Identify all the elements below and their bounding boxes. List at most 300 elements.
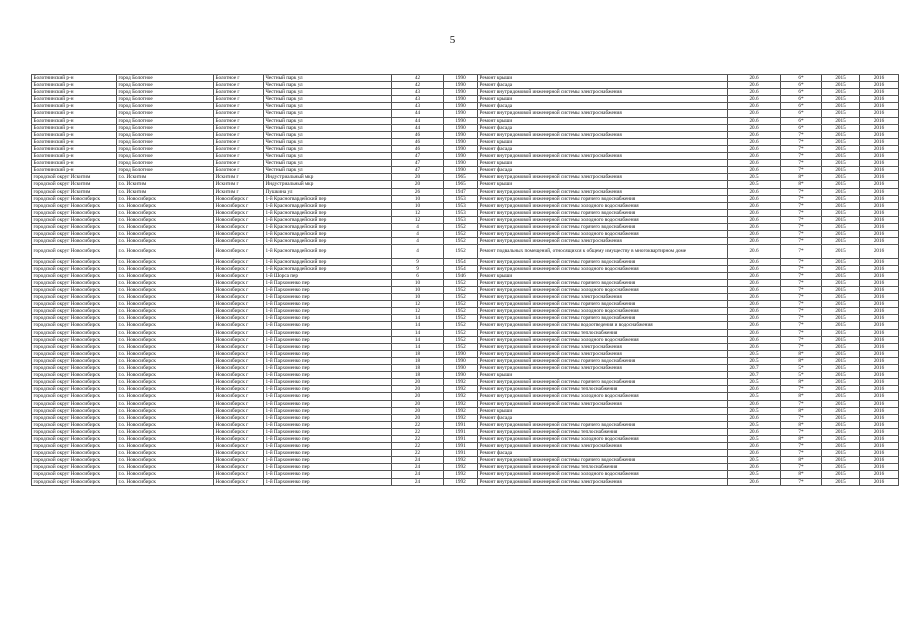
cell-tariff: 20.5 <box>728 393 781 400</box>
cell-year-start: 2015 <box>822 145 860 152</box>
cell-year-end: 2016 <box>860 103 899 110</box>
cell-tariff: 20.5 <box>728 407 781 414</box>
cell-house-number: 12 <box>392 301 444 308</box>
cell-year-start: 2015 <box>822 464 860 471</box>
cell-street: 1-й Красногвардейский пер <box>264 202 392 209</box>
cell-district: городской округ Новосибирск <box>32 308 117 315</box>
table-row <box>32 96 899 103</box>
cell-priority: 5* <box>781 372 822 379</box>
cell-work-type: Ремонт внутридомовой инженерной системы холодного водоснабжения <box>478 435 728 442</box>
cell-district: городской округ Новосибирск <box>32 265 117 272</box>
cell-tariff: 20.6 <box>728 301 781 308</box>
cell-year-built: 1990 <box>444 167 478 174</box>
cell-tariff: 20.6 <box>728 443 781 450</box>
cell-house-number: 12 <box>392 308 444 315</box>
cell-house-number: 18 <box>392 357 444 364</box>
cell-tariff: 20.6 <box>728 138 781 145</box>
cell-settlement: Болотное г <box>214 153 264 160</box>
cell-municipality: г.о. Новосибирск <box>117 400 214 407</box>
cell-year-end: 2016 <box>860 365 899 372</box>
cell-year-built: 1990 <box>444 82 478 89</box>
cell-year-end: 2016 <box>860 357 899 364</box>
cell-year-built: 1990 <box>444 145 478 152</box>
cell-work-type: Ремонт внутридомовой инженерной системы холодного водоснабжения <box>478 202 728 209</box>
cell-work-type: Ремонт внутридомовой инженерной системы холодного водоснабжения <box>478 216 728 223</box>
cell-district: городской округ Новосибирск <box>32 478 117 485</box>
cell-district: городской округ Искитим <box>32 188 117 195</box>
table-row <box>32 265 899 272</box>
table-row <box>32 103 899 110</box>
table-row <box>32 131 899 138</box>
cell-tariff: 20.6 <box>728 308 781 315</box>
cell-tariff: 20.6 <box>728 117 781 124</box>
cell-municipality: г.о. Новосибирск <box>117 421 214 428</box>
cell-street: Честный парк ул <box>264 117 392 124</box>
cell-municipality: г.о. Новосибирск <box>117 471 214 478</box>
cell-work-type: Ремонт внутридомовой инженерной системы электроснабжения <box>478 131 728 138</box>
cell-year-start: 2015 <box>822 393 860 400</box>
cell-house-number: 46 <box>392 131 444 138</box>
cell-priority: 7* <box>781 294 822 301</box>
cell-year-built: 1992 <box>444 457 478 464</box>
cell-settlement: Новосибирск г <box>214 365 264 372</box>
cell-year-start: 2015 <box>822 82 860 89</box>
cell-house-number: 46 <box>392 138 444 145</box>
cell-district: городской округ Новосибирск <box>32 428 117 435</box>
cell-year-built: 1991 <box>444 421 478 428</box>
table-row <box>32 457 899 464</box>
cell-tariff: 20.6 <box>728 315 781 322</box>
cell-year-built: 1990 <box>444 89 478 96</box>
cell-street: 1-й Пархоменко пер <box>264 372 392 379</box>
cell-district: городской округ Новосибирск <box>32 343 117 350</box>
cell-municipality: город Болотное <box>117 145 214 152</box>
cell-priority: 7* <box>781 336 822 343</box>
cell-priority: 8* <box>781 357 822 364</box>
cell-year-start: 2015 <box>822 245 860 258</box>
cell-work-type: Ремонт подвальных помещений, относящихся к общему имуществу в многоквартирном доме <box>478 245 728 258</box>
cell-year-end: 2016 <box>860 329 899 336</box>
cell-tariff: 20.6 <box>728 110 781 117</box>
cell-year-start: 2015 <box>822 457 860 464</box>
table-row <box>32 379 899 386</box>
cell-tariff: 20.6 <box>728 103 781 110</box>
cell-street: 1-й Пархоменко пер <box>264 450 392 457</box>
cell-district: Болотнинский р-н <box>32 82 117 89</box>
cell-priority: 8* <box>781 407 822 414</box>
cell-year-start: 2015 <box>822 216 860 223</box>
cell-house-number: 4 <box>392 238 444 245</box>
cell-district: Болотнинский р-н <box>32 131 117 138</box>
cell-work-type: Ремонт внутридомовой инженерной системы электроснабжения <box>478 238 728 245</box>
cell-work-type: Ремонт внутридомовой инженерной системы электроснабжения <box>478 89 728 96</box>
cell-settlement: Новосибирск г <box>214 231 264 238</box>
cell-street: Честный парк ул <box>264 153 392 160</box>
cell-work-type: Ремонт внутридомовой инженерной системы электроснабжения <box>478 110 728 117</box>
cell-municipality: г.о. Новосибирск <box>117 393 214 400</box>
cell-priority: 6* <box>781 110 822 117</box>
cell-year-start: 2015 <box>822 343 860 350</box>
table-row <box>32 308 899 315</box>
cell-year-end: 2016 <box>860 188 899 195</box>
cell-year-end: 2016 <box>860 393 899 400</box>
cell-municipality: г.о. Новосибирск <box>117 216 214 223</box>
cell-priority: 7* <box>781 223 822 230</box>
cell-tariff: 20.6 <box>728 386 781 393</box>
cell-street: 1-й Красногвардейский пер <box>264 258 392 265</box>
cell-year-start: 2015 <box>822 471 860 478</box>
cell-year-start: 2015 <box>822 315 860 322</box>
cell-work-type: Ремонт фасада <box>478 450 728 457</box>
cell-house-number: 14 <box>392 329 444 336</box>
table-row <box>32 223 899 230</box>
cell-year-start: 2015 <box>822 75 860 82</box>
cell-house-number: 20 <box>392 379 444 386</box>
cell-district: городской округ Новосибирск <box>32 287 117 294</box>
cell-district: городской округ Новосибирск <box>32 393 117 400</box>
table-row <box>32 365 899 372</box>
cell-district: Болотнинский р-н <box>32 153 117 160</box>
cell-year-end: 2016 <box>860 478 899 485</box>
cell-year-built: 1990 <box>444 372 478 379</box>
cell-settlement: Новосибирск г <box>214 343 264 350</box>
table-row <box>32 272 899 279</box>
cell-year-start: 2015 <box>822 407 860 414</box>
cell-street: Индустриальный мкр <box>264 174 392 181</box>
cell-year-built: 1952 <box>444 329 478 336</box>
cell-district: городской округ Новосибирск <box>32 386 117 393</box>
cell-municipality: г.о. Новосибирск <box>117 287 214 294</box>
cell-house-number: 4 <box>392 231 444 238</box>
cell-street: 1-й Пархоменко пер <box>264 287 392 294</box>
cell-priority: 7* <box>781 145 822 152</box>
cell-priority: 6* <box>781 75 822 82</box>
table-row <box>32 117 899 124</box>
cell-year-built: 1990 <box>444 117 478 124</box>
table-row <box>32 258 899 265</box>
cell-municipality: город Болотное <box>117 167 214 174</box>
table-row <box>32 138 899 145</box>
cell-year-start: 2015 <box>822 308 860 315</box>
cell-year-end: 2016 <box>860 372 899 379</box>
cell-municipality: город Болотное <box>117 110 214 117</box>
cell-year-built: 1952 <box>444 301 478 308</box>
cell-house-number: 22 <box>392 435 444 442</box>
cell-priority: 7* <box>781 138 822 145</box>
cell-district: городской округ Новосибирск <box>32 443 117 450</box>
cell-priority: 7* <box>781 400 822 407</box>
cell-settlement: Болотное г <box>214 167 264 174</box>
cell-house-number: 24 <box>392 457 444 464</box>
cell-year-built: 1991 <box>444 428 478 435</box>
cell-street: Честный парк ул <box>264 110 392 117</box>
cell-year-built: 1947 <box>444 188 478 195</box>
cell-settlement: Новосибирск г <box>214 329 264 336</box>
cell-work-type: Ремонт внутридомовой инженерной системы холодного водоснабжения <box>478 287 728 294</box>
cell-house-number: 18 <box>392 365 444 372</box>
cell-settlement: Новосибирск г <box>214 435 264 442</box>
cell-year-end: 2016 <box>860 145 899 152</box>
cell-house-number: 10 <box>392 287 444 294</box>
cell-district: городской округ Искитим <box>32 174 117 181</box>
cell-settlement: Новосибирск г <box>214 202 264 209</box>
cell-municipality: город Болотное <box>117 75 214 82</box>
table-row <box>32 315 899 322</box>
cell-street: 1-й Пархоменко пер <box>264 329 392 336</box>
page-number: 5 <box>449 34 456 46</box>
cell-work-type: Ремонт внутридомовой инженерной системы холодного водоснабжения <box>478 231 728 238</box>
cell-street: Честный парк ул <box>264 103 392 110</box>
cell-year-built: 1990 <box>444 75 478 82</box>
cell-tariff: 20.5 <box>728 357 781 364</box>
cell-tariff: 20.6 <box>728 428 781 435</box>
cell-priority: 8* <box>781 350 822 357</box>
cell-settlement: Новосибирск г <box>214 457 264 464</box>
cell-work-type: Ремонт внутридомовой инженерной системы горячего водоснабжения <box>478 379 728 386</box>
cell-house-number: 22 <box>392 421 444 428</box>
cell-year-end: 2016 <box>860 315 899 322</box>
cell-municipality: г.о. Новосибирск <box>117 435 214 442</box>
cell-year-end: 2016 <box>860 435 899 442</box>
cell-priority: 7* <box>781 279 822 286</box>
cell-settlement: Болотное г <box>214 89 264 96</box>
cell-tariff: 20.6 <box>728 258 781 265</box>
cell-district: городской округ Новосибирск <box>32 464 117 471</box>
cell-house-number: 43 <box>392 103 444 110</box>
cell-priority: 7* <box>781 216 822 223</box>
cell-tariff: 20.6 <box>728 245 781 258</box>
cell-priority: 7* <box>781 238 822 245</box>
table-row <box>32 124 899 131</box>
cell-house-number: 22 <box>392 443 444 450</box>
cell-settlement: Новосибирск г <box>214 336 264 343</box>
cell-year-start: 2015 <box>822 231 860 238</box>
cell-year-built: 1990 <box>444 160 478 167</box>
cell-tariff: 20.6 <box>728 75 781 82</box>
cell-tariff: 20.6 <box>728 329 781 336</box>
cell-priority: 7* <box>781 343 822 350</box>
cell-settlement: Новосибирск г <box>214 287 264 294</box>
cell-municipality: г.о. Новосибирск <box>117 386 214 393</box>
cell-house-number: 20 <box>392 181 444 188</box>
cell-priority: 7* <box>781 209 822 216</box>
cell-priority: 7* <box>781 287 822 294</box>
cell-year-start: 2015 <box>822 258 860 265</box>
cell-municipality: город Болотное <box>117 103 214 110</box>
cell-settlement: Болотное г <box>214 110 264 117</box>
cell-house-number: 20 <box>392 400 444 407</box>
cell-year-start: 2015 <box>822 117 860 124</box>
cell-year-built: 1992 <box>444 471 478 478</box>
cell-work-type: Ремонт внутридомовой инженерной системы электроснабжения <box>478 478 728 485</box>
cell-year-start: 2015 <box>822 336 860 343</box>
cell-year-built: 1952 <box>444 279 478 286</box>
cell-work-type: Ремонт внутридомовой инженерной системы горячего водоснабжения <box>478 279 728 286</box>
table-row <box>32 400 899 407</box>
table-row <box>32 464 899 471</box>
cell-work-type: Ремонт фасада <box>478 167 728 174</box>
cell-settlement: Новосибирск г <box>214 223 264 230</box>
cell-work-type: Ремонт крыши <box>478 75 728 82</box>
cell-year-end: 2016 <box>860 110 899 117</box>
cell-street: 1-й Пархоменко пер <box>264 421 392 428</box>
cell-year-end: 2016 <box>860 443 899 450</box>
cell-street: 1-й Пархоменко пер <box>264 343 392 350</box>
cell-work-type: Ремонт крыши <box>478 181 728 188</box>
cell-work-type: Ремонт внутридомовой инженерной системы электроснабжения <box>478 350 728 357</box>
cell-priority: 7* <box>781 443 822 450</box>
cell-work-type: Ремонт внутридомовой инженерной системы горячего водоснабжения <box>478 357 728 364</box>
cell-tariff: 20.7 <box>728 372 781 379</box>
cell-priority: 7* <box>781 428 822 435</box>
cell-district: городской округ Новосибирск <box>32 372 117 379</box>
cell-settlement: Новосибирск г <box>214 195 264 202</box>
cell-district: Болотнинский р-н <box>32 89 117 96</box>
table-row <box>32 428 899 435</box>
capital-repair-table <box>31 74 899 486</box>
cell-settlement: Новосибирск г <box>214 400 264 407</box>
cell-tariff: 20.5 <box>728 379 781 386</box>
cell-work-type: Ремонт внутридомовой инженерной системы горячего водоснабжения <box>478 301 728 308</box>
cell-house-number: 47 <box>392 153 444 160</box>
cell-year-built: 1952 <box>444 343 478 350</box>
cell-district: городской округ Новосибирск <box>32 216 117 223</box>
cell-district: городской округ Новосибирск <box>32 350 117 357</box>
cell-year-start: 2015 <box>822 379 860 386</box>
cell-tariff: 20.6 <box>728 202 781 209</box>
table-row <box>32 89 899 96</box>
cell-settlement: Болотное г <box>214 96 264 103</box>
cell-tariff: 20.6 <box>728 96 781 103</box>
cell-district: городской округ Новосибирск <box>32 238 117 245</box>
cell-work-type: Ремонт внутридомовой инженерной системы холодного водоснабжения <box>478 265 728 272</box>
cell-municipality: город Болотное <box>117 89 214 96</box>
cell-district: городской округ Новосибирск <box>32 231 117 238</box>
cell-priority: 6* <box>781 82 822 89</box>
cell-house-number: 46 <box>392 145 444 152</box>
cell-year-built: 1953 <box>444 202 478 209</box>
cell-municipality: г.о. Новосибирск <box>117 322 214 329</box>
cell-year-start: 2015 <box>822 209 860 216</box>
cell-year-start: 2015 <box>822 238 860 245</box>
cell-year-built: 1990 <box>444 365 478 372</box>
cell-year-built: 1952 <box>444 245 478 258</box>
cell-year-start: 2015 <box>822 428 860 435</box>
cell-house-number: 12 <box>392 209 444 216</box>
cell-district: городской округ Новосибирск <box>32 329 117 336</box>
cell-tariff: 20.6 <box>728 153 781 160</box>
cell-house-number: 20 <box>392 414 444 421</box>
cell-house-number: 43 <box>392 96 444 103</box>
cell-year-start: 2015 <box>822 188 860 195</box>
cell-year-built: 1992 <box>444 464 478 471</box>
cell-district: городской округ Новосибирск <box>32 471 117 478</box>
cell-settlement: Новосибирск г <box>214 379 264 386</box>
cell-year-end: 2016 <box>860 287 899 294</box>
cell-house-number: 10 <box>392 294 444 301</box>
cell-district: Болотнинский р-н <box>32 145 117 152</box>
cell-street: Честный парк ул <box>264 124 392 131</box>
cell-work-type: Ремонт крыши <box>478 138 728 145</box>
cell-municipality: город Болотное <box>117 96 214 103</box>
cell-house-number: 10 <box>392 279 444 286</box>
cell-year-start: 2015 <box>822 478 860 485</box>
cell-settlement: Новосибирск г <box>214 265 264 272</box>
cell-tariff: 20.6 <box>728 160 781 167</box>
cell-year-start: 2015 <box>822 400 860 407</box>
cell-work-type: Ремонт внутридомовой инженерной системы электроснабжения <box>478 188 728 195</box>
cell-year-start: 2015 <box>822 110 860 117</box>
cell-house-number: 24 <box>392 471 444 478</box>
cell-house-number: 14 <box>392 343 444 350</box>
cell-municipality: г.о. Новосибирск <box>117 202 214 209</box>
cell-priority: 8* <box>781 435 822 442</box>
cell-district: Болотнинский р-н <box>32 110 117 117</box>
cell-street: 1-й Красногвардейский пер <box>264 195 392 202</box>
cell-municipality: город Болотное <box>117 138 214 145</box>
cell-district: Болотнинский р-н <box>32 160 117 167</box>
cell-house-number: 44 <box>392 124 444 131</box>
cell-priority: 7* <box>781 265 822 272</box>
cell-settlement: Болотное г <box>214 103 264 110</box>
cell-year-end: 2016 <box>860 294 899 301</box>
cell-year-end: 2016 <box>860 414 899 421</box>
cell-house-number: 18 <box>392 372 444 379</box>
cell-priority: 5* <box>781 365 822 372</box>
cell-settlement: Новосибирск г <box>214 407 264 414</box>
cell-municipality: город Болотное <box>117 160 214 167</box>
cell-year-start: 2015 <box>822 272 860 279</box>
cell-municipality: город Болотное <box>117 117 214 124</box>
cell-district: Болотнинский р-н <box>32 96 117 103</box>
cell-settlement: Болотное г <box>214 145 264 152</box>
cell-work-type: Ремонт крыши <box>478 372 728 379</box>
cell-street: 1-й Красногвардейский пер <box>264 238 392 245</box>
cell-house-number: 47 <box>392 160 444 167</box>
cell-tariff: 20.6 <box>728 272 781 279</box>
cell-year-start: 2015 <box>822 131 860 138</box>
cell-work-type: Ремонт внутридомовой инженерной системы электроснабжения <box>478 153 728 160</box>
table-row <box>32 471 899 478</box>
cell-municipality: г.о. Новосибирск <box>117 223 214 230</box>
cell-work-type: Ремонт внутридомовой инженерной системы теплоснабжения <box>478 329 728 336</box>
cell-street: 1-й Красногвардейский пер <box>264 209 392 216</box>
cell-municipality: г.о. Новосибирск <box>117 238 214 245</box>
cell-house-number: 6 <box>392 272 444 279</box>
cell-settlement: Болотное г <box>214 82 264 89</box>
cell-settlement: Болотное г <box>214 131 264 138</box>
cell-year-built: 1991 <box>444 435 478 442</box>
cell-municipality: г.о. Новосибирск <box>117 450 214 457</box>
cell-street: 1-й Пархоменко пер <box>264 400 392 407</box>
table-row <box>32 245 899 258</box>
cell-municipality: г.о. Новосибирск <box>117 336 214 343</box>
cell-settlement: Новосибирск г <box>214 272 264 279</box>
cell-year-end: 2016 <box>860 322 899 329</box>
cell-year-end: 2016 <box>860 386 899 393</box>
cell-priority: 8* <box>781 393 822 400</box>
cell-street: 1-й Пархоменко пер <box>264 457 392 464</box>
cell-year-end: 2016 <box>860 174 899 181</box>
cell-district: городской округ Новосибирск <box>32 258 117 265</box>
cell-year-end: 2016 <box>860 82 899 89</box>
cell-settlement: Новосибирск г <box>214 294 264 301</box>
cell-house-number: 10 <box>392 195 444 202</box>
table-row <box>32 153 899 160</box>
cell-work-type: Ремонт внутридомовой инженерной системы горячего водоснабжения <box>478 209 728 216</box>
cell-street: Честный парк ул <box>264 138 392 145</box>
cell-year-start: 2015 <box>822 287 860 294</box>
